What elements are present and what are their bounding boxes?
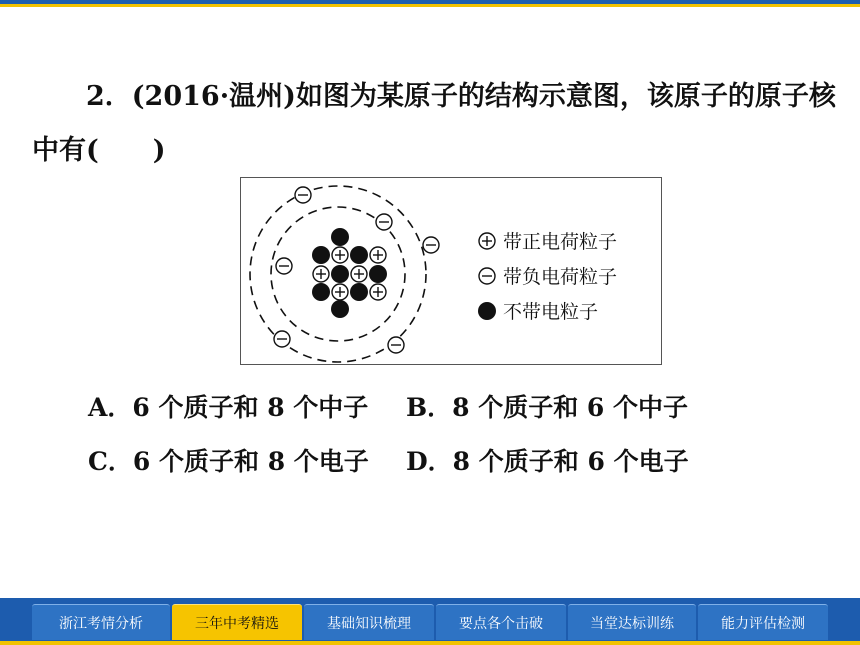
neutron [331, 265, 349, 283]
question-line-2: 中有( ) [32, 135, 166, 166]
atom-structure-diagram [240, 177, 662, 365]
tab-ability-assessment[interactable]: 能力评估检测 [698, 604, 828, 640]
neutron [350, 246, 368, 264]
legend-filled-icon [478, 302, 496, 320]
neutron [312, 283, 330, 301]
electron-icon [274, 331, 290, 347]
proton-icon [351, 266, 367, 282]
option-a[interactable]: A．6 个质子和 8 个中子 [88, 393, 369, 422]
electron-icon [376, 214, 392, 230]
legend-negative-label: 带负电荷粒子 [503, 266, 618, 288]
bottom-gold-stripe [0, 641, 860, 645]
legend-neutral-label: 不带电粒子 [503, 301, 599, 323]
option-c[interactable]: C．6 个质子和 8 个电子 [88, 447, 369, 476]
tab-zhejiang-analysis[interactable]: 浙江考情分析 [32, 604, 170, 640]
question-line-1: 2．(2016·温州)如图为某原子的结构示意图，该原子的原子核 [86, 81, 836, 112]
electron-icon [388, 337, 404, 353]
neutron [350, 283, 368, 301]
legend [478, 233, 496, 320]
tab-three-year-selection[interactable]: 三年中考精选 [172, 604, 302, 640]
electron-icon [295, 187, 311, 203]
option-d[interactable]: D．8 个质子和 6 个电子 [406, 447, 689, 476]
neutron [331, 300, 349, 318]
legend-plus-icon [479, 233, 495, 249]
top-gold-stripe [0, 4, 860, 7]
electron-icon [276, 258, 292, 274]
tab-class-practice[interactable]: 当堂达标训练 [568, 604, 696, 640]
tab-key-points[interactable]: 要点各个击破 [436, 604, 566, 640]
proton-icon [332, 247, 348, 263]
legend-minus-icon [479, 268, 495, 284]
proton-icon [370, 247, 386, 263]
neutron [312, 246, 330, 264]
legend-positive-label: 带正电荷粒子 [503, 231, 618, 253]
neutron [331, 228, 349, 246]
electron-icon [423, 237, 439, 253]
proton-icon [313, 266, 329, 282]
proton-icon [332, 284, 348, 300]
option-b[interactable]: B．8 个质子和 6 个中子 [406, 393, 689, 422]
neutron [369, 265, 387, 283]
tab-basic-knowledge[interactable]: 基础知识梳理 [304, 604, 434, 640]
proton-icon [370, 284, 386, 300]
